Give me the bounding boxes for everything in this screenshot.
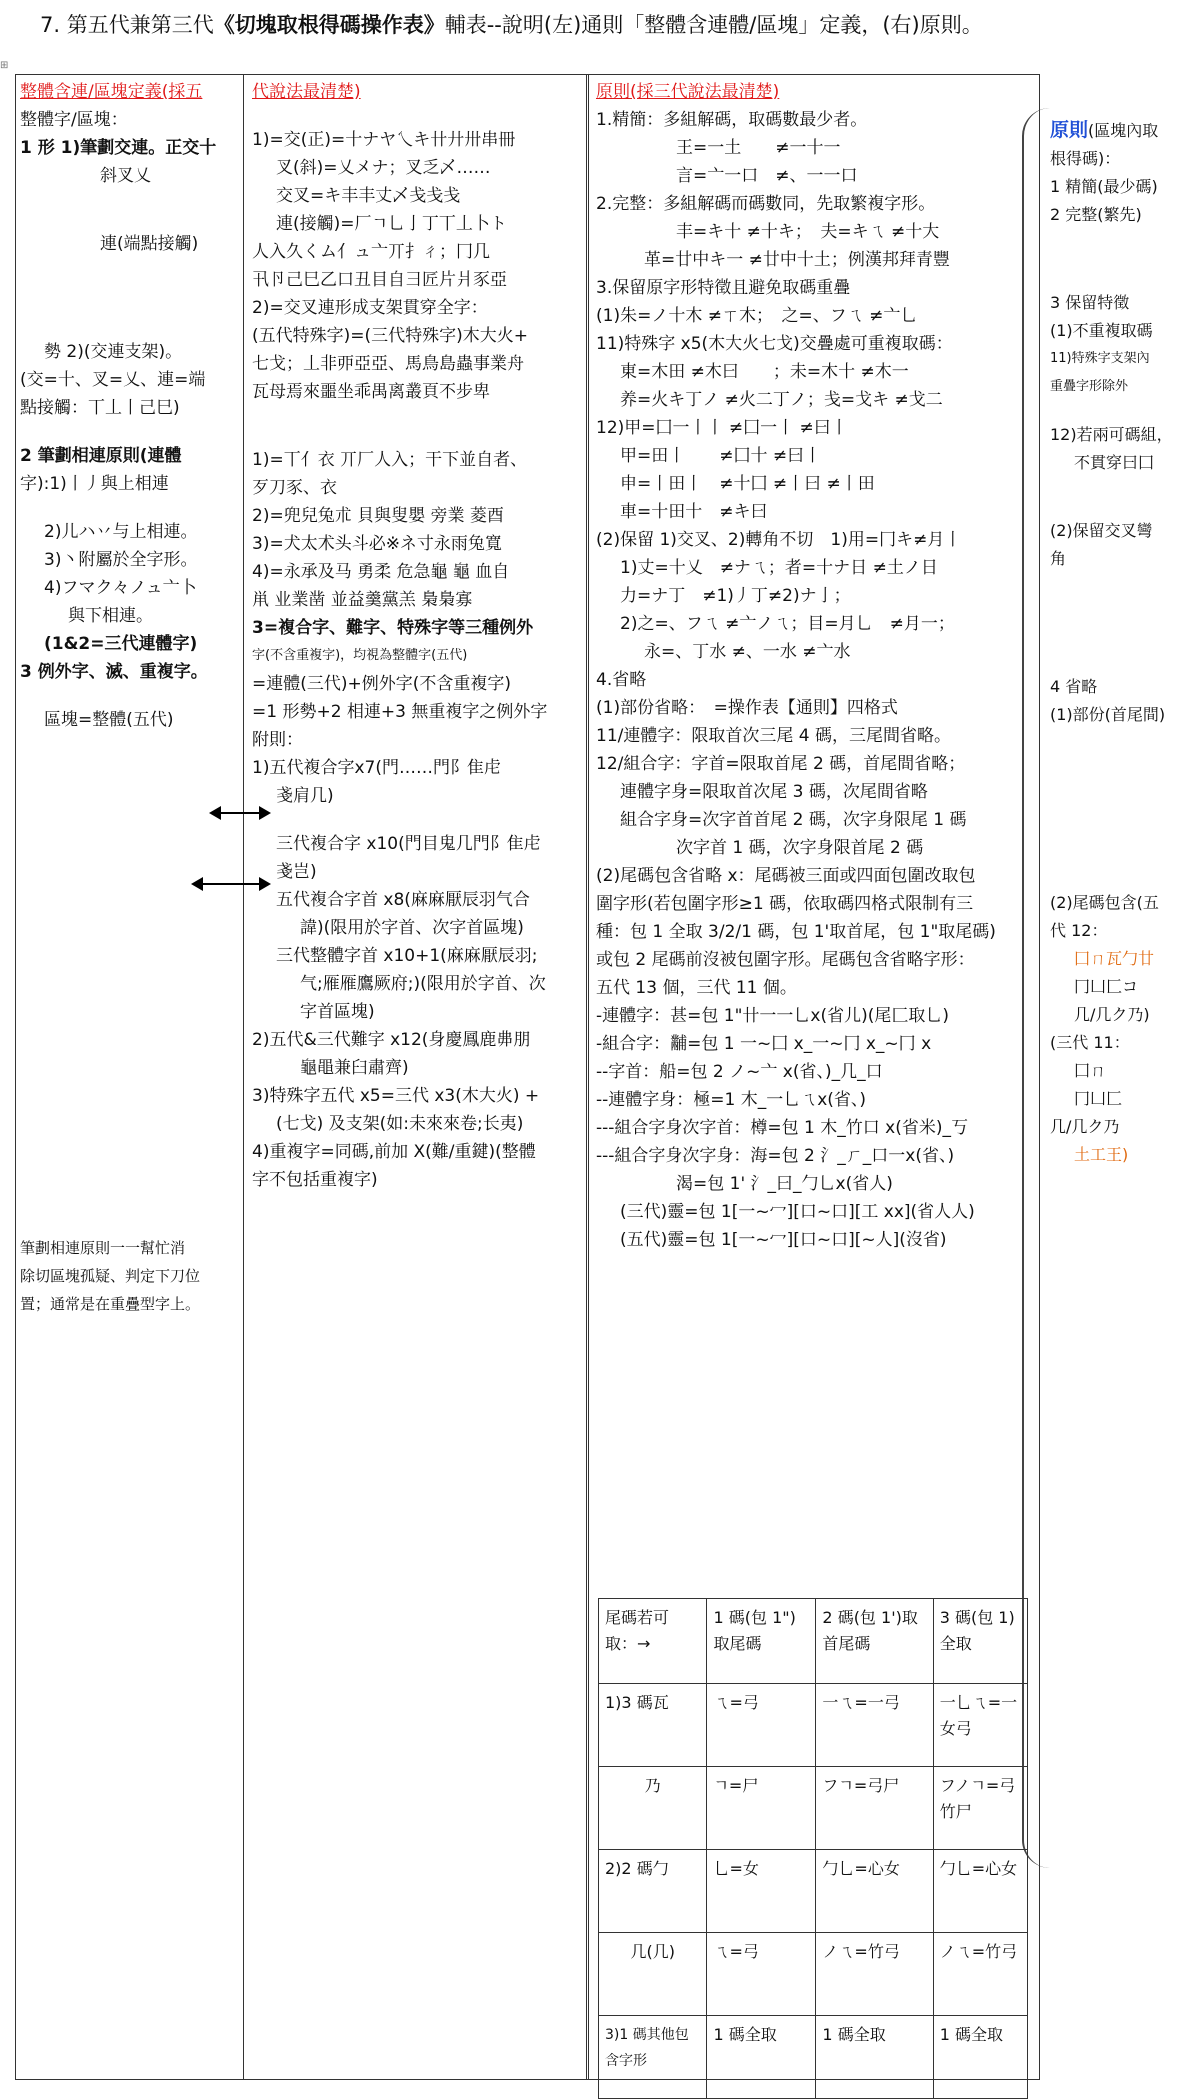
- col3-line: --字首：船=包 2 ノ~亠 x(省、)_几_口: [596, 1062, 883, 1082]
- col2-line: 2)=兜兒兔朮 貝與叟嬰 旁業 菱酉: [252, 506, 504, 526]
- col3-line: 王=一土 ≠一十一: [676, 138, 841, 158]
- table-cell: ㄟ=弓: [707, 1684, 816, 1767]
- col3-line: ---組合字身次字首：樽=包 1 木_竹口 x(省米)_丂: [596, 1118, 968, 1138]
- col2-line: 三代整體字首 x10+1(麻麻厭辰羽;: [276, 946, 538, 966]
- col2-line: =連體(三代)+例外字(不含重複字): [252, 674, 512, 694]
- col3-line: 五代 13 個，三代 11 個。: [596, 978, 797, 998]
- col2-line: 交叉=キ丰丰丈乄戋戋戋: [276, 186, 461, 206]
- col4-line: 4 省略: [1050, 677, 1098, 696]
- table-cell: ㄱ=尸: [707, 1767, 816, 1850]
- col4-head-rest: (區塊內取: [1088, 121, 1159, 140]
- col3-line: 3.保留原字形特徵且避免取碼重疊: [596, 278, 851, 298]
- col4-line: 根得碼)：: [1050, 149, 1121, 168]
- col2-line: =1 形勢+2 相連+3 無重複字之例外字: [252, 702, 548, 722]
- col2-line: 1)五代複合字x7(門……門阝隹虍: [252, 758, 501, 778]
- col4-line: 几/几ク乃): [1074, 1005, 1150, 1024]
- col4-line: 3 保留特徵: [1050, 293, 1130, 312]
- table-cell: 1 碼全取: [707, 2016, 816, 2099]
- col2-line: (七戈) 及支架(如:未來來卷;长夷): [276, 1114, 524, 1134]
- col2-line: 3=複合字、難字、特殊字等三種例外: [252, 618, 534, 638]
- table-cell: 2 碼(包 1')取首尾碼: [816, 1599, 933, 1684]
- col3-line: (1)朱=ノ十木 ≠ㄒ木； 之=、フㄟ ≠亠乚: [596, 306, 918, 326]
- col1-line: 3)丶附屬於全字形。: [44, 550, 198, 570]
- col4-line: 土工王): [1074, 1145, 1129, 1164]
- double-arrow-example: [214, 812, 266, 814]
- col1-header: 整體含連/區塊定義(採五: [20, 82, 203, 102]
- col3-line: (三代)靈=包 1[一~冖][口~口][工 xx](省人人): [620, 1202, 975, 1222]
- col4-line: 不貫穿曰囗: [1074, 453, 1155, 472]
- col2-header: 代說法最清楚): [252, 82, 361, 102]
- table-row: [599, 1933, 1028, 2016]
- col2-line: 字(不含重複字)，均視為整體字(五代): [252, 648, 468, 663]
- title-bold: 《切塊取根得碼操作表》: [213, 13, 445, 37]
- col2-line: 2)五代&三代難字 x12(身慶鳳鹿丳朋: [252, 1030, 531, 1050]
- tail-code-table: [598, 1598, 1028, 2099]
- col4-line: 11)特殊字支架內: [1050, 351, 1150, 366]
- col2-line: 2)=交叉連形成支架貫穿全字：: [252, 298, 488, 318]
- col2-line: 卂卪己巳乙口丑目自彐匠片爿豕亞: [252, 270, 507, 290]
- col3-line: 車=十田十 ≠キ曰: [620, 502, 768, 522]
- table-cell: 1 碼全取: [816, 2016, 933, 2099]
- col2-line: 字首區塊): [300, 1002, 375, 1022]
- table-cell: 1 碼(包 1")取尾碼: [707, 1599, 816, 1684]
- col2-line: 戔肩几): [276, 786, 334, 806]
- col2-line: 歹刀豕、衣: [252, 478, 337, 498]
- col2-line: 1)=丅亻衣 丌厂人入；干下並自者、: [252, 450, 528, 470]
- col3-line: 养=火キ丁ノ ≠火二丁ノ；戋=戈キ ≠戈二: [620, 390, 943, 410]
- col4-line: 囗ㄇ瓦勹廿: [1074, 949, 1155, 968]
- column-divider-1: [243, 74, 244, 2080]
- col1-line: 點接觸：丅丄丨己巳): [20, 398, 180, 418]
- col4-line: 重疊字形除外: [1050, 379, 1129, 394]
- page-title: [40, 10, 1150, 40]
- col4-line: 12)若兩可碼組，: [1050, 425, 1173, 444]
- col2-line: 人入久くム亻ュ亠丌扌ㄔ；冂几: [252, 242, 490, 262]
- col2-line: 气;雁雁鷹厥府;)(限用於字首、次: [300, 974, 546, 994]
- col3-line: 申=丨田丨 ≠十囗 ≠丨曰 ≠丨田: [620, 474, 875, 494]
- table-cell: 1 碼全取: [933, 2016, 1027, 2099]
- col3-line: 力=ナ丁 ≠1)丿丁≠2)ナ亅；: [620, 586, 851, 606]
- col3-line: (1)部份省略： =操作表【通則】四格式: [596, 698, 898, 718]
- col2-line: 字不包括重複字): [252, 1170, 378, 1190]
- col4-line: (1)部份(首尾間): [1050, 705, 1166, 724]
- col4-line: (2)尾碼包含(五: [1050, 893, 1159, 912]
- col3-line: (五代)靈=包 1[一~冖][口~口][~人](沒省): [620, 1230, 947, 1250]
- col2-line: 鼡 业業凿 並益羹黨羔 梟梟寡: [252, 590, 473, 610]
- col4-line: 1 精簡(最少碼): [1050, 177, 1158, 196]
- col3-header: 原則(採三代說法最清楚): [596, 82, 780, 102]
- col3-line: 次字首 1 碼，次字身限首尾 2 碼: [676, 838, 924, 858]
- col2-line: 五代複合字首 x8(麻麻厭辰羽气合: [276, 890, 530, 910]
- col1-line: 3 例外字、滅、重複字。: [20, 662, 208, 682]
- col3-line: 組合字身=次字首首尾 2 碼，次字身限尾 1 碼: [620, 810, 967, 830]
- table-cell: 勹乚=心女: [933, 1850, 1027, 1933]
- column-definitions: [20, 78, 242, 1318]
- table-cell: 一乚ㄟ=一女弓: [933, 1684, 1027, 1767]
- table-cell: ㄟ=弓: [707, 1933, 816, 2016]
- col4-line: 代 12：: [1050, 921, 1108, 940]
- col1-line: (交=十、叉=乂、連=端: [20, 370, 206, 390]
- title-suffix: 輔表--說明(左)通則「整體含連體/區塊」定義，(右)原則。: [444, 13, 983, 37]
- col3-line: 11)特殊字 x5(木大火七戈)交疊處可重複取碼：: [596, 334, 953, 354]
- col2-line: 諱)(限用於字首、次字首區塊): [300, 918, 524, 938]
- col1-note: 除切區塊孤疑、判定下刀位: [20, 1267, 201, 1285]
- anchor-mark: ⊞: [0, 60, 9, 71]
- col1-note: 置；通常是在重疊型字上。: [20, 1295, 201, 1313]
- col2-line: 3)特殊字五代 x5=三代 x3(木大火) +: [252, 1086, 540, 1106]
- table-cell: ノㄟ=竹弓: [816, 1933, 933, 2016]
- column-definitions-cont: [252, 78, 582, 1194]
- table-row: [599, 2016, 1028, 2099]
- col3-line: 或包 2 尾碼前沒被包圍字形。尾碼包含省略字形：: [596, 950, 975, 970]
- col2-line: 瓦母焉來噩坐乖禺离叢頁不步卑: [252, 382, 490, 402]
- col4-line: 2 完整(繁先): [1050, 205, 1142, 224]
- col4-line: 囗ㄇ: [1074, 1061, 1107, 1080]
- title-prefix: 7. 第五代兼第三代: [40, 13, 214, 37]
- table-row: [599, 1767, 1028, 1850]
- table-row: [599, 1599, 1028, 1684]
- col2-line: 戔岂): [276, 862, 317, 882]
- col1-line: 連(端點接觸): [100, 234, 199, 254]
- col3-line: 12/組合字：字首=限取首尾 2 碼，首尾間省略；: [596, 754, 966, 774]
- col3-line: --連體字身：極=1 木_一乚ㄟx(省、): [596, 1090, 867, 1110]
- table-cell: 乚=女: [707, 1850, 816, 1933]
- col1-line: (1&2=三代連體字): [44, 634, 198, 654]
- col3-line: 連體字身=限取首次尾 3 碼，次尾間省略: [620, 782, 928, 802]
- col2-line: 叉(斜)=乂メナ；叉乏乄……: [276, 158, 491, 178]
- col3-line: 2)之=、フㄟ ≠亠ノㄟ；目=月乚 ≠月一；: [620, 614, 955, 634]
- col2-line: 附則：: [252, 730, 303, 750]
- table-cell: 3)1 碼其他包含字形: [599, 2016, 707, 2099]
- col2-line: 4)重複字=同碼,前加 X(難/重鍵)(整體: [252, 1142, 536, 1162]
- col3-line: 2.完整：多組解碼而碼數同，先取繁複字形。: [596, 194, 936, 214]
- col1-line: 與下相連。: [68, 606, 153, 626]
- col4-line: 冂凵匚: [1074, 1089, 1123, 1108]
- col1-line: 字):1)丨丿與上相連: [20, 474, 169, 494]
- table-row: [599, 1684, 1028, 1767]
- col4-line: (1)不重複取碼: [1050, 321, 1153, 340]
- col2-line: 3)=犬太术头斗必※ネ寸永雨兔寬: [252, 534, 502, 554]
- col2-line: 連(接觸)=厂ㄱ乚亅丁丅丄卜ト: [276, 214, 507, 234]
- col3-line: -組合字：黼=包 1 一~囗 x_一~冂 x_~冂 x: [596, 1034, 932, 1054]
- col3-line: 丰=キ十 ≠十キ； 夫=キㄟ ≠十大: [676, 222, 940, 242]
- col1-line: 1 形 1)筆劃交連。正交十: [20, 138, 217, 158]
- table-row: [599, 1850, 1028, 1933]
- col1-line: 斜叉乂: [100, 166, 151, 186]
- table-cell: 3 碼(包 1)全取: [933, 1599, 1027, 1684]
- col2-line: 4)=永承及马 勇柔 危急龜 龜 血自: [252, 562, 510, 582]
- col1-line: 4)フマク々ノュ亠卜: [44, 578, 197, 598]
- col3-line: 11/連體字：限取首次三尾 4 碼，三尾間省略。: [596, 726, 951, 746]
- column-principles: [596, 78, 1036, 1254]
- col3-line: -連體字：甚=包 1"卄一一乚x(省儿)(尾匚取乚): [596, 1006, 950, 1026]
- col4-line: 几/几ク乃: [1050, 1117, 1120, 1136]
- table-cell: 几(几): [599, 1933, 707, 2016]
- col3-line: 言=亠一口 ≠、一一口: [676, 166, 858, 186]
- double-arrow-block: [196, 883, 266, 885]
- col1-line: 2)儿ハ丷与上相連。: [44, 522, 198, 542]
- col3-line: 圍字形(若包圍字形≥1 碼，依取碼四格式限制有三: [596, 894, 974, 914]
- table-cell: 一ㄟ=一弓: [816, 1684, 933, 1767]
- col3-line: 東=木田 ≠木曰 ；未=木十 ≠木一: [620, 362, 909, 382]
- col3-line: 永=、丁水 ≠、一水 ≠亠水: [644, 642, 851, 662]
- col1-line: 2 筆劃相連原則(連體: [20, 446, 182, 466]
- col3-line: 1.精簡：多組解碼，取碼數最少者。: [596, 110, 868, 130]
- col3-line: 革=廿中キ一 ≠廿中十土；例漢邦拜青豐: [644, 250, 950, 270]
- col1-line: 勢 2)(交連支架)。: [44, 342, 183, 362]
- col4-line: (2)保留交叉彎: [1050, 521, 1153, 540]
- col3-line: 4.省略: [596, 670, 647, 690]
- col1-note: 筆劃相連原則一一幫忙消: [20, 1239, 186, 1257]
- column-principles-summary: [1050, 116, 1190, 1169]
- col2-line: 1)=交(正)=十ナヤ乀キ卄廾卅串冊: [252, 130, 516, 150]
- column-divider-2: [586, 74, 589, 2080]
- col3-line: 渴=包 1' 氵_曰_勹乚x(省人): [676, 1174, 893, 1194]
- col3-line: 種：包 1 全取 3/2/1 碼，包 1'取首尾，包 1"取尾碼): [596, 922, 996, 942]
- col3-line: 甲=田丨 ≠囗十 ≠曰丨: [620, 446, 822, 466]
- table-cell: フㄱ=弓尸: [816, 1767, 933, 1850]
- col3-line: 12)甲=囗一丨丨 ≠囗一丨 ≠曰丨: [596, 418, 848, 438]
- table-cell: 尾碼若可取：→: [599, 1599, 707, 1684]
- table-cell: ノㄟ=竹弓: [933, 1933, 1027, 2016]
- col4-line: (三代 11：: [1050, 1033, 1130, 1052]
- col3-line: (2)保留 1)交叉、2)轉角不切 1)用=冂キ≠月丨: [596, 530, 962, 550]
- table-cell: 2)2 碼勹: [599, 1850, 707, 1933]
- table-cell: フノㄱ=弓竹尸: [933, 1767, 1027, 1850]
- table-cell: 1)3 碼瓦: [599, 1684, 707, 1767]
- col2-line: (五代特殊字)=(三代特殊字)木大火+: [252, 326, 529, 346]
- table-cell: 乃: [599, 1767, 707, 1850]
- table-cell: 勹乚=心女: [816, 1850, 933, 1933]
- col4-line: 角: [1050, 549, 1067, 568]
- col2-line: 三代複合字 x10(門目鬼几門阝隹虍: [276, 834, 541, 854]
- col3-line: ---組合字身次字身：海=包 2 氵_ㄏ_口一x(省、): [596, 1146, 955, 1166]
- col4-head-red: 原則: [1050, 119, 1089, 141]
- col3-line: (2)尾碼包含省略 x：尾碼被三面或四面包圍改取包: [596, 866, 976, 886]
- col2-line: 七戈；丄非丣亞亞、馬鳥島蟲事業舟: [252, 354, 524, 374]
- col2-line: 龜黽兼臼肅齊): [300, 1058, 409, 1078]
- col4-line: 冂凵匚コ: [1074, 977, 1139, 996]
- col1-line: 整體字/區塊：: [20, 110, 128, 130]
- col1-line: 區塊=整體(五代): [44, 710, 174, 730]
- col3-line: 1)丈=十乂 ≠ナㄟ；者=十ナ日 ≠土ノ日: [620, 558, 938, 578]
